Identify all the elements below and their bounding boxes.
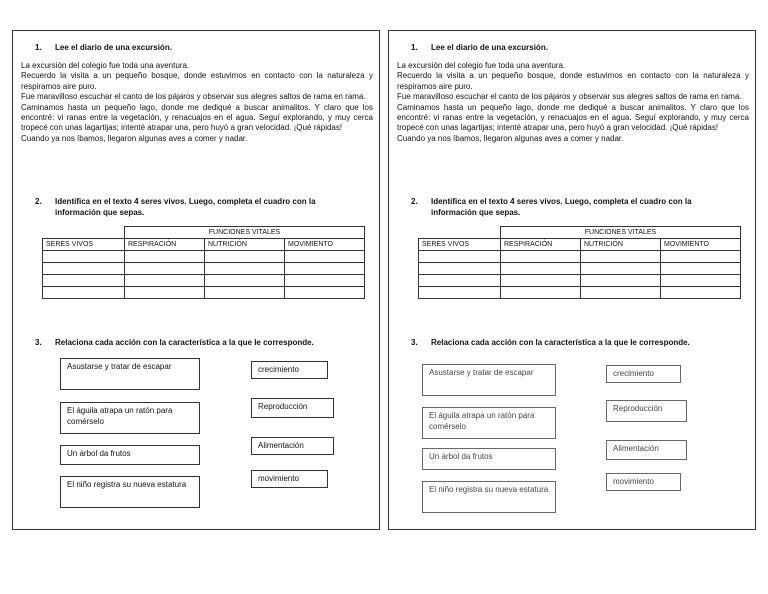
- story-paragraph: Caminamos hasta un pequeño lago, donde me dediqué a buscar animalitos. Y claro que los encontré: vi ranas entre la vegetación, y renacuajos en el agua. Seguí explorando, y muy cerca tropecé con unas lagartijas; intenté atrapar una, pero huyó a gran velocidad. ¡Qué rápidas!: [21, 102, 373, 133]
- worksheet-right: [388, 30, 756, 530]
- vital-functions-table: [418, 226, 741, 299]
- action-box-0[interactable]: Asustarse y tratar de escapar: [422, 364, 556, 396]
- table-group-header: FUNCIONES VITALES: [501, 227, 741, 239]
- table-header: NUTRICIÓN: [205, 239, 285, 251]
- action-box-3[interactable]: El niño registra su nueva estatura: [422, 481, 556, 513]
- question-1: 1. Lee el diario de una excursión.: [35, 43, 172, 52]
- table-header: NUTRICIÓN: [581, 239, 661, 251]
- question-2: 2. Identifica en el texto 4 seres vivos. Luego, completa el cuadro con la información que sepas.: [411, 197, 692, 217]
- story-paragraph: Recuerdo la visita a un pequeño bosque, donde estuvimos en contacto con la naturaleza y respiramos aire puro.: [397, 71, 749, 91]
- characteristic-box-1[interactable]: Reproducción: [606, 400, 687, 422]
- action-box-2[interactable]: Un árbol da frutos: [422, 448, 556, 470]
- story-paragraph: La excursión del colegio fue toda una aventura.: [397, 61, 566, 70]
- story-paragraph: Fue maravilloso escuchar el canto de los pájaros y observar sus alegres saltos de rama en rama.: [21, 92, 366, 102]
- table-row[interactable]: [43, 275, 365, 287]
- story-paragraph: Recuerdo la visita a un pequeño bosque, donde estuvimos en contacto con la naturaleza y respiramos aire puro.: [21, 71, 373, 91]
- characteristic-box-2[interactable]: Alimentación: [606, 440, 687, 460]
- characteristic-box-3[interactable]: movimiento: [251, 470, 328, 488]
- action-box-1[interactable]: El águila atrapa un ratón para comérselo: [422, 407, 556, 439]
- table-group-header: FUNCIONES VITALES: [125, 227, 365, 239]
- table-header: RESPIRACIÓN: [501, 239, 581, 251]
- story-paragraph: La excursión del colegio fue toda una aventura.: [21, 61, 190, 70]
- table-header: MOVIMIENTO: [285, 239, 365, 251]
- characteristic-box-0[interactable]: crecimiento: [606, 365, 681, 383]
- table-row[interactable]: [419, 275, 741, 287]
- characteristic-box-2[interactable]: Alimentación: [251, 437, 334, 455]
- table-row[interactable]: [419, 263, 741, 275]
- question-3: 3. Relaciona cada acción con la característica a la que le corresponde.: [411, 338, 690, 347]
- story-paragraph: Cuando ya nos íbamos, llegaron algunas aves a comer y nadar.: [397, 133, 624, 143]
- action-box-0[interactable]: Asustarse y tratar de escapar: [60, 358, 200, 390]
- characteristic-box-0[interactable]: crecimiento: [251, 361, 328, 379]
- table-row[interactable]: [43, 287, 365, 299]
- table-header-row: [43, 239, 365, 251]
- table-header: RESPIRACIÓN: [125, 239, 205, 251]
- question-3: 3. Relaciona cada acción con la característica a la que le corresponde.: [35, 338, 314, 347]
- table-row[interactable]: [43, 263, 365, 275]
- story-paragraph: Fue maravilloso escuchar el canto de los pájaros y observar sus alegres saltos de rama en rama.: [397, 92, 742, 102]
- characteristic-box-3[interactable]: movimiento: [606, 473, 681, 491]
- table-header-row: [419, 239, 741, 251]
- worksheet-left: [12, 30, 380, 530]
- diary-text: [397, 61, 749, 144]
- table-header: SERES VIVOS: [419, 239, 501, 251]
- table-row[interactable]: [419, 287, 741, 299]
- action-box-3[interactable]: El niño registra su nueva estatura: [60, 476, 200, 508]
- action-box-2[interactable]: Un árbol da frutos: [60, 445, 200, 465]
- table-header: SERES VIVOS: [43, 239, 125, 251]
- table-row[interactable]: [419, 251, 741, 263]
- question-2: 2. Identifica en el texto 4 seres vivos. Luego, completa el cuadro con la información que sepas.: [35, 197, 316, 217]
- table-row[interactable]: [43, 251, 365, 263]
- action-box-1[interactable]: El águila atrapa un ratón para comérselo: [60, 402, 200, 434]
- vital-functions-table: [42, 226, 365, 299]
- question-1: 1. Lee el diario de una excursión.: [411, 43, 548, 52]
- story-paragraph: Cuando ya nos íbamos, llegaron algunas aves a comer y nadar.: [21, 133, 248, 143]
- story-paragraph: Caminamos hasta un pequeño lago, donde me dediqué a buscar animalitos. Y claro que los encontré: vi ranas entre la vegetación, y renacuajos en el agua. Seguí explorando, y muy cerca tropecé con unas lagartijas; intenté atrapar una, pero huyó a gran velocidad. ¡Qué rápidas!: [397, 102, 749, 133]
- table-header: MOVIMIENTO: [661, 239, 741, 251]
- diary-text: [21, 61, 373, 144]
- characteristic-box-1[interactable]: Reproducción: [251, 398, 334, 418]
